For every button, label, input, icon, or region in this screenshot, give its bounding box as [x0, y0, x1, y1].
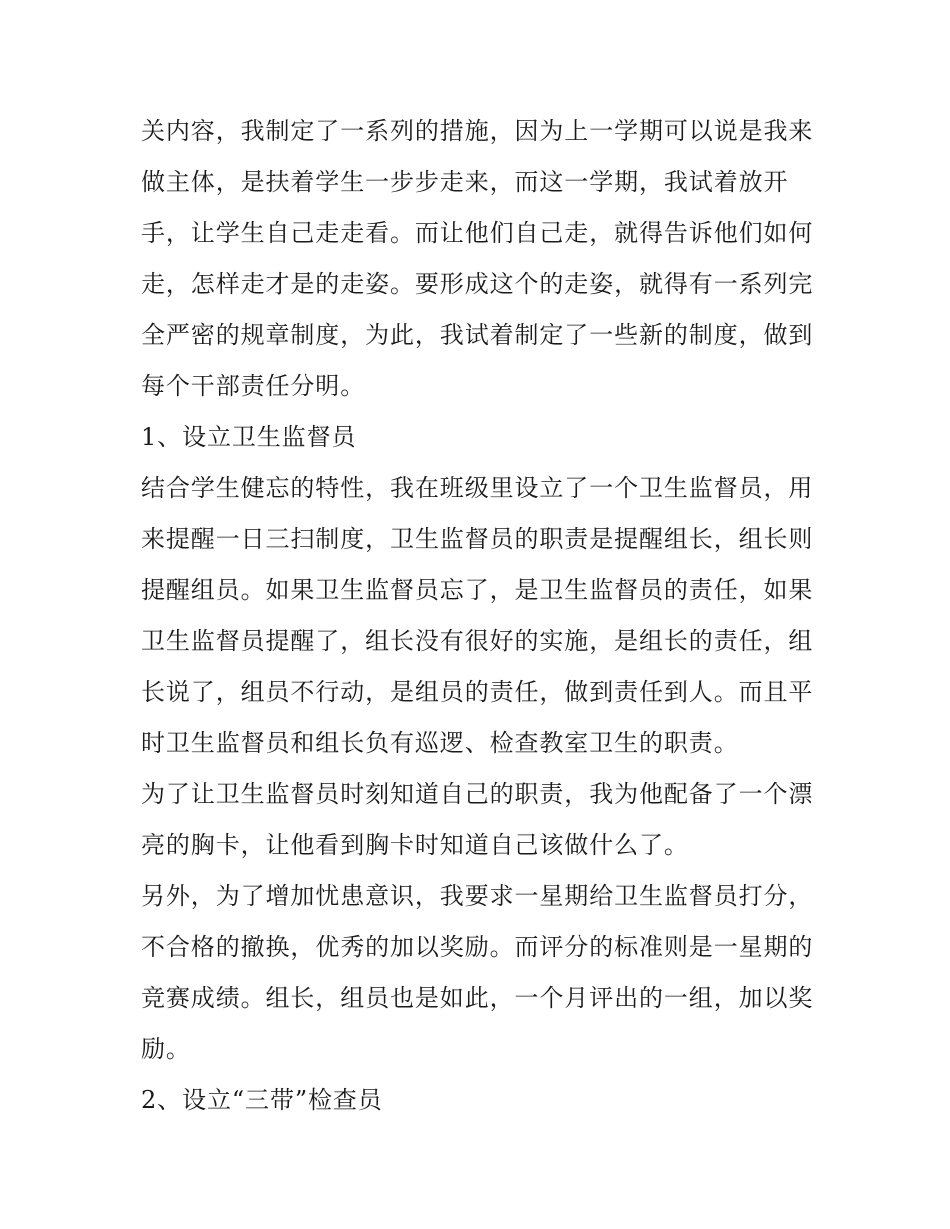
text-line: 励。 — [141, 1035, 191, 1063]
body-text — [141, 106, 821, 1126]
text-line: 不合格的撤换，优秀的加以奖励。而评分的标准则是一星期的 — [141, 933, 814, 961]
text-line: 每个干部责任分明。 — [141, 372, 366, 400]
text-line: 走，怎样走才是的走姿。要形成这个的走姿，就得有一系列完 — [141, 270, 814, 298]
text-line: 手，让学生自己走走看。而让他们自己走，就得告诉他们如何 — [141, 219, 814, 247]
text-line: 提醒组员。如果卫生监督员忘了，是卫生监督员的责任，如果 — [141, 576, 814, 604]
text-line: 来提醒一日三扫制度，卫生监督员的职责是提醒组长，组长则 — [141, 525, 814, 553]
text-line: 卫生监督员提醒了，组长没有很好的实施，是组长的责任，组 — [141, 627, 814, 655]
text-line: 另外，为了增加忧患意识，我要求一星期给卫生监督员打分， — [141, 882, 814, 910]
text-line: 全严密的规章制度，为此，我试着制定了一些新的制度，做到 — [141, 321, 814, 349]
text-line: 亮的胸卡，让他看到胸卡时知道自己该做什么了。 — [141, 831, 689, 859]
text-line: 为了让卫生监督员时刻知道自己的职责，我为他配备了一个漂 — [141, 780, 814, 808]
text-line: 时卫生监督员和组长负有巡逻、检查教室卫生的职责。 — [141, 729, 739, 757]
section-heading: 2、设立“三带”检查员 — [141, 1086, 383, 1114]
text-line: 关内容，我制定了一系列的措施，因为上一学期可以说是我来 — [141, 117, 814, 145]
text-line: 结合学生健忘的特性，我在班级里设立了一个卫生监督员，用 — [141, 474, 814, 502]
section-heading: 1、设立卫生监督员 — [141, 423, 357, 451]
text-line: 做主体，是扶着学生一步步走来，而这一学期，我试着放开 — [141, 168, 789, 196]
text-line: 竞赛成绩。组长，组员也是如此，一个月评出的一组，加以奖 — [141, 984, 814, 1012]
text-line: 长说了，组员不行动，是组员的责任，做到责任到人。而且平 — [141, 678, 814, 706]
